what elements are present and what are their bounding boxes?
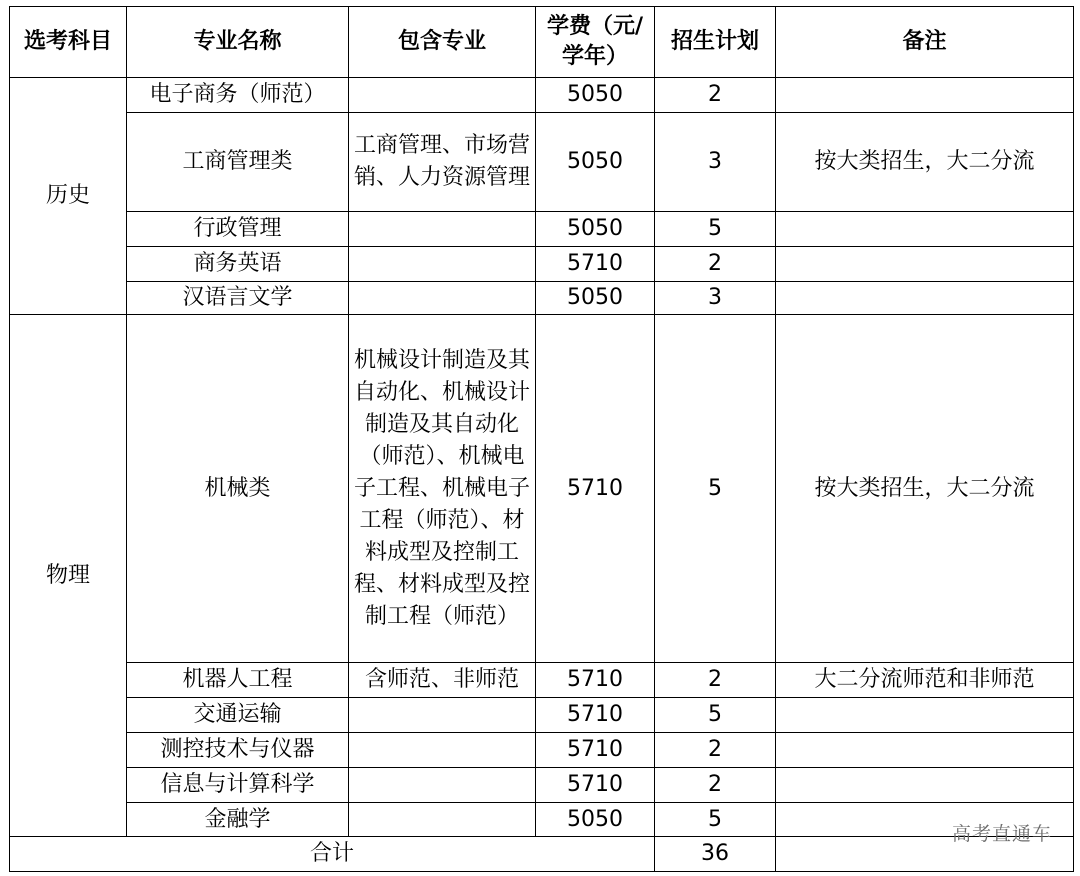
fee-cell: 5050 <box>536 113 655 212</box>
table-row <box>10 768 1074 803</box>
header-subject: 选考科目 <box>10 7 127 78</box>
fee-cell: 5050 <box>536 212 655 247</box>
major-cell: 测控技术与仪器 <box>127 733 349 768</box>
watermark-text: 高考直通车 <box>951 823 1052 845</box>
total-label: 合计 <box>10 837 655 872</box>
includes-cell <box>349 78 536 113</box>
plan-cell: 5 <box>655 803 776 837</box>
includes-cell <box>349 698 536 733</box>
note-cell <box>776 768 1074 803</box>
includes-cell <box>349 212 536 247</box>
note-cell <box>776 212 1074 247</box>
major-cell: 电子商务（师范） <box>127 78 349 113</box>
table-row <box>10 113 1074 212</box>
plan-cell: 2 <box>655 78 776 113</box>
plan-cell: 3 <box>655 282 776 315</box>
note-cell <box>776 733 1074 768</box>
table-row <box>10 282 1074 315</box>
header-note: 备注 <box>776 7 1074 78</box>
table-row <box>10 212 1074 247</box>
includes-cell <box>349 733 536 768</box>
table-row <box>10 698 1074 733</box>
note-cell <box>776 282 1074 315</box>
includes-cell: 机械设计制造及其自动化、机械设计制造及其自动化（师范）、机械电子工程、机械电子工程（师范）、材料成型及控制工程、材料成型及控制工程（师范） <box>349 315 536 663</box>
includes-cell <box>349 768 536 803</box>
table-row <box>10 803 1074 837</box>
plan-cell: 5 <box>655 212 776 247</box>
total-row <box>10 837 1074 872</box>
header-includes: 包含专业 <box>349 7 536 78</box>
fee-cell: 5710 <box>536 315 655 663</box>
fee-cell: 5050 <box>536 78 655 113</box>
note-cell <box>776 698 1074 733</box>
fee-cell: 5710 <box>536 698 655 733</box>
major-cell: 商务英语 <box>127 247 349 282</box>
header-fee: 学费（元/学年） <box>536 7 655 78</box>
note-cell <box>776 247 1074 282</box>
note-cell <box>776 78 1074 113</box>
major-cell: 工商管理类 <box>127 113 349 212</box>
table-row <box>10 663 1074 698</box>
note-cell: 按大类招生，大二分流 <box>776 315 1074 663</box>
fee-cell: 5050 <box>536 803 655 837</box>
major-cell: 金融学 <box>127 803 349 837</box>
fee-cell: 5710 <box>536 247 655 282</box>
table-row <box>10 78 1074 113</box>
major-cell: 信息与计算科学 <box>127 768 349 803</box>
plan-cell: 5 <box>655 698 776 733</box>
table-row <box>10 247 1074 282</box>
plan-cell: 3 <box>655 113 776 212</box>
header-plan: 招生计划 <box>655 7 776 78</box>
major-cell: 交通运输 <box>127 698 349 733</box>
table-header-row <box>10 7 1074 78</box>
includes-cell: 含师范、非师范 <box>349 663 536 698</box>
major-cell: 行政管理 <box>127 212 349 247</box>
enrollment-plan-table <box>9 6 1074 872</box>
includes-cell <box>349 282 536 315</box>
plan-cell: 2 <box>655 247 776 282</box>
major-cell: 机器人工程 <box>127 663 349 698</box>
note-cell: 按大类招生，大二分流 <box>776 113 1074 212</box>
subject-cell-physics: 物理 <box>10 315 127 837</box>
plan-cell: 5 <box>655 315 776 663</box>
fee-cell: 5710 <box>536 733 655 768</box>
includes-cell: 工商管理、市场营销、人力资源管理 <box>349 113 536 212</box>
note-cell: 大二分流师范和非师范 <box>776 663 1074 698</box>
subject-cell-history: 历史 <box>10 78 127 315</box>
major-cell: 机械类 <box>127 315 349 663</box>
header-major: 专业名称 <box>127 7 349 78</box>
table-row <box>10 733 1074 768</box>
total-value: 36 <box>655 837 776 872</box>
major-cell: 汉语言文学 <box>127 282 349 315</box>
plan-cell: 2 <box>655 768 776 803</box>
table-row <box>10 315 1074 663</box>
plan-cell: 2 <box>655 663 776 698</box>
includes-cell <box>349 803 536 837</box>
includes-cell <box>349 247 536 282</box>
fee-cell: 5710 <box>536 663 655 698</box>
fee-cell: 5050 <box>536 282 655 315</box>
plan-cell: 2 <box>655 733 776 768</box>
fee-cell: 5710 <box>536 768 655 803</box>
